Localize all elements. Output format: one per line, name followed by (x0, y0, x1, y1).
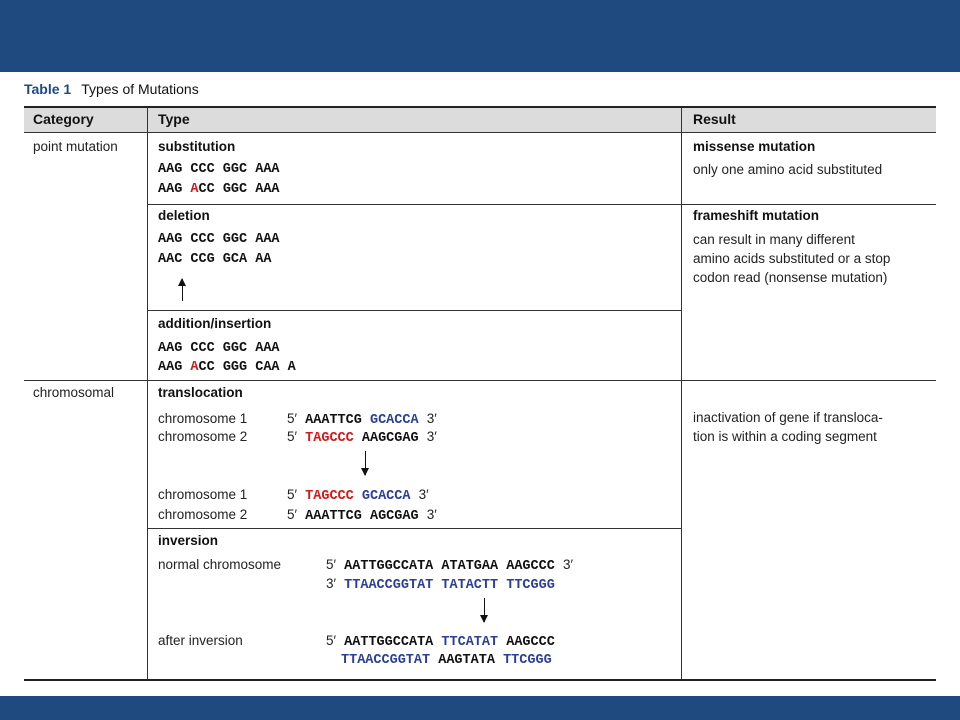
header-result: Result (693, 111, 736, 127)
table-caption (24, 81, 199, 97)
category-chromosomal: chromosomal (33, 385, 115, 400)
inversion-arrow-icon (484, 598, 485, 622)
insertion-seq-mutated: AAG ACC GGG CAA A (158, 360, 296, 375)
translocation-seq-before-1: 5′ AAATTCG GCACCA 3′ (287, 411, 437, 428)
result-missense-title: missense mutation (693, 139, 816, 154)
bottom-band (0, 696, 960, 720)
deletion-seq-original: AAG CCC GGC AAA (158, 232, 280, 247)
translocation-label-after-2: chromosome 2 (158, 507, 248, 522)
type-inversion: inversion (158, 533, 219, 548)
result-missense-text: only one amino acid substituted (693, 162, 883, 177)
type-substitution: substitution (158, 139, 236, 154)
divider-substitution (147, 204, 681, 205)
translocation-label-before-1: chromosome 1 (158, 411, 248, 426)
result-frameshift-line-1: can result in many different (693, 232, 855, 247)
divider-category (24, 380, 936, 381)
translocation-seq-after-1: 5′ TAGCCC GCACCA 3′ (287, 487, 429, 504)
type-deletion: deletion (158, 208, 210, 223)
result-frameshift-title: frameshift mutation (693, 208, 820, 223)
translocation-seq-after-2: 5′ AAATTCG AGCGAG 3′ (287, 507, 437, 524)
translocation-label-before-2: chromosome 2 (158, 429, 248, 444)
column-divider-2 (681, 108, 682, 680)
inversion-normal-top-strand: 5′ AATTGGCCATA ATATGAA AAGCCC 3′ (326, 557, 573, 574)
inversion-after-bottom-strand: TTAACCGGTAT AAGTATA TTCGGG (341, 653, 552, 668)
result-translocation-line-1: inactivation of gene if transloca- (693, 410, 883, 425)
result-frameshift-line-3: codon read (nonsense mutation) (693, 270, 888, 285)
category-point-mutation: point mutation (33, 139, 118, 154)
inversion-normal-bottom-strand: 3′ TTAACCGGTAT TATACTT TTCGGG (326, 576, 555, 593)
divider-deletion (147, 310, 681, 311)
type-translocation: translocation (158, 385, 243, 400)
translocation-arrow-icon (365, 451, 366, 475)
inserted-base: A (190, 360, 199, 375)
insertion-seq-original: AAG CCC GGC AAA (158, 341, 280, 356)
table-bottom-rule (24, 679, 936, 681)
header-type: Type (158, 111, 190, 127)
header-category: Category (33, 111, 94, 127)
substituted-base: A (190, 182, 199, 197)
deletion-seq-mutated: AAC CCG GCA AA (158, 252, 272, 267)
result-frameshift-line-2: amino acids substituted or a stop (693, 251, 891, 266)
table-title: Types of Mutations (81, 81, 199, 97)
divider-translocation (147, 528, 681, 529)
table-label: Table 1 (24, 81, 72, 97)
result-translocation-line-2: tion is within a coding segment (693, 429, 877, 444)
substitution-seq-mutated: AAG ACC GGC AAA (158, 182, 280, 197)
column-divider-1 (147, 108, 148, 680)
substitution-seq-original: AAG CCC GGC AAA (158, 162, 280, 177)
type-addition-insertion: addition/insertion (158, 316, 272, 331)
header-divider (24, 132, 936, 133)
inversion-label-after: after inversion (158, 633, 243, 648)
translocation-label-after-1: chromosome 1 (158, 487, 248, 502)
divider-result-substitution (681, 204, 936, 205)
deletion-site-arrow-icon (182, 279, 183, 301)
top-band (0, 0, 960, 72)
inversion-label-normal: normal chromosome (158, 557, 282, 572)
translocation-seq-before-2: 5′ TAGCCC AAGCGAG 3′ (287, 429, 437, 446)
inversion-after-top-strand: 5′ AATTGGCCATA TTCATAT AAGCCC (326, 633, 555, 650)
